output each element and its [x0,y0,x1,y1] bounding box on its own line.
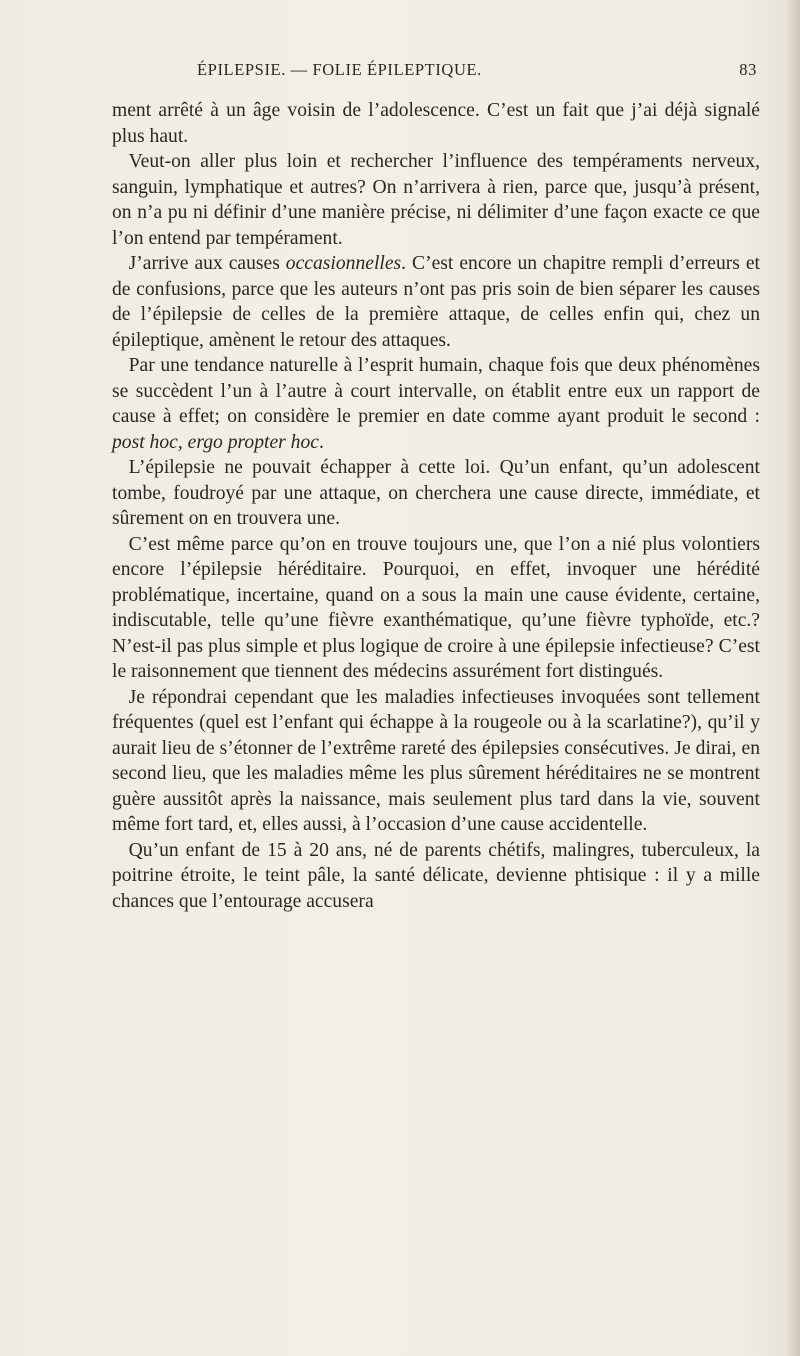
running-header [197,60,757,86]
paragraph [112,532,760,685]
paragraph [112,251,760,353]
text-run: Veut-on aller plus loin et rechercher l’influence des tempéraments nerveux, sanguin, lymphatique et autres? On n’arrivera à rien, parce que, jusqu’à présent, on n’a pu ni définir d’une manière précise, ni délimiter d’une façon exacte ce que l’on entend par tempérament. [112,151,760,249]
paragraph [112,685,760,838]
page-number: 83 [739,60,757,79]
text-run: . [318,431,324,453]
paragraph [112,455,760,532]
page-edge-shadow [786,0,800,1356]
paragraph [112,149,760,251]
text-run: . C’est encore un chapitre rempli d’erreurs et de confusions, parce que les auteurs n’ont pas pris soin de bien séparer les causes de l’épilepsie de celles de la première attaque, de celles enfin qui, chez un épileptique, amènent le retour des attaques. [112,253,760,351]
text-run: Par une tendance naturelle à l’esprit humain, chaque fois que deux phénomènes se succèdent l’un à l’autre à court intervalle, on établit entre eux un rapport de cause à effet; on considère le premier en date comme ayant produit le second : [112,355,760,427]
text-run: C’est même parce qu’on en trouve toujours une, que l’on a nié plus volontiers encore l’épilepsie héréditaire. Pourquoi, en effet, invoquer une hérédité problématique, incertaine, quand on a sous la main une cause évidente, certaine, indiscutable, telle qu’une fièvre exanthématique, qu’une fièvre typhoïde, etc.? N’est-il pas plus simple et plus logique de croire à une épilepsie infectieuse? C’est le raisonnement que tiennent des médecins assurément fort distingués. [112,533,760,682]
italic-phrase: post hoc, ergo propter hoc [112,431,319,453]
paragraph [112,98,760,149]
text-run: J’arrive aux causes [128,253,286,274]
italic-term: occasionnelles [285,253,402,274]
body-text [112,98,760,914]
paragraph [112,838,760,915]
running-title: ÉPILEPSIE. — FOLIE ÉPILEPTIQUE. [197,60,482,79]
paragraph [112,353,760,455]
text-run: L’épilepsie ne pouvait échapper à cette loi. Qu’un enfant, qu’un adolescent tombe, foudroyé par une attaque, on cherchera une cause directe, immédiate, et sûrement on en trouvera une. [112,457,760,529]
text-run: Qu’un enfant de 15 à 20 ans, né de parents chétifs, malingres, tuberculeux, la poitrine étroite, le teint pâle, la santé délicate, devienne phtisique : il y a mille chances que l’entourage accusera [112,839,760,912]
text-run: Je répondrai cependant que les maladies infectieuses invoquées sont tellement fréquentes (quel est l’enfant qui échappe à la rougeole ou à la scarlatine?), qu’il y aurait lieu de s’étonner de l’extrême rareté des épilepsies consécutives. Je dirai, en second lieu, que les maladies même les plus sûrement héréditaires ne se montrent guère aussitôt après la naissance, mais seulement plus tard dans la vie, souvent même fort tard, et, elles aussi, à l’occasion d’une cause accidentelle. [112,686,760,835]
text-run: ment arrêté à un âge voisin de l’adolescence. C’est un fait que j’ai déjà signalé plus haut. [112,100,760,147]
